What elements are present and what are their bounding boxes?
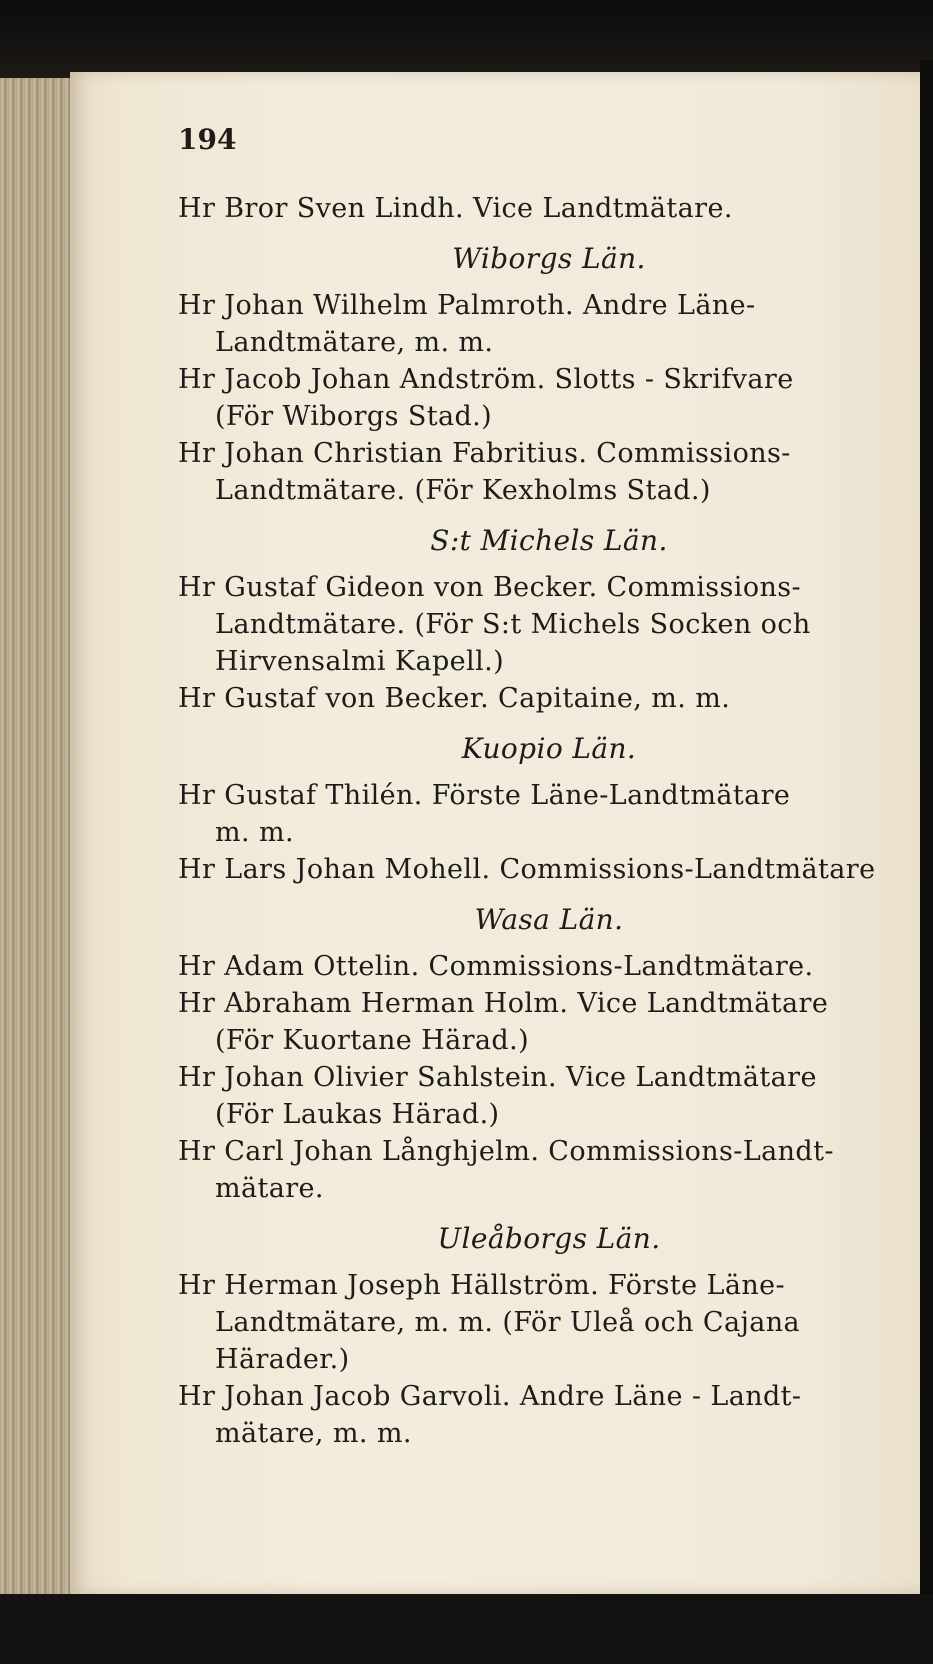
entry-line: Hr Bror Sven Lindh. Vice Landtmätare. — [178, 193, 733, 224]
entry-continuation-line: Hirvensalmi Kapell.) — [215, 646, 505, 677]
entry — [178, 1133, 920, 1207]
entry-line: Hr Johan Wilhelm Palmroth. Andre Läne- — [178, 290, 756, 321]
section — [178, 521, 920, 717]
entry-line: Hr Gustaf von Becker. Capitaine, m. m. — [178, 683, 731, 714]
entry-continuation-line: Landtmätare. (För Kexholms Stad.) — [215, 475, 711, 506]
scan-background-top — [0, 0, 933, 80]
entry-line: Hr Johan Christian Fabritius. Commissions- — [178, 438, 791, 469]
entry-line: Hr Abraham Herman Holm. Vice Landtmätare — [178, 988, 829, 1019]
entry — [178, 1378, 920, 1452]
section — [178, 190, 920, 227]
entry-continuation-line: mätare. — [215, 1173, 324, 1204]
entry — [178, 435, 920, 509]
section-heading: Wasa Län. — [474, 903, 624, 936]
entry — [178, 680, 920, 717]
entry-continuation-line: m. m. — [215, 817, 294, 848]
entry — [178, 948, 920, 985]
entry-continuation-line: Landtmätare. (För S:t Michels Socken och — [215, 609, 811, 640]
page-text — [178, 120, 920, 1452]
entry-line: Hr Johan Olivier Sahlstein. Vice Landtmätare — [178, 1062, 817, 1093]
entry-line: Hr Adam Ottelin. Commissions-Landtmätare. — [178, 951, 814, 982]
entry — [178, 569, 920, 680]
entry-continuation-line: mätare, m. m. — [215, 1418, 412, 1449]
section — [178, 900, 920, 1207]
entry — [178, 985, 920, 1059]
section — [178, 729, 920, 888]
entry — [178, 1267, 920, 1378]
entry — [178, 1059, 920, 1133]
entry-line: Hr Herman Joseph Hällström. Förste Läne- — [178, 1270, 786, 1301]
entry — [178, 777, 920, 851]
entry-line: Hr Carl Johan Långhjelm. Commissions-Landt- — [178, 1136, 834, 1167]
entry — [178, 361, 920, 435]
entry-continuation-line: Härader.) — [215, 1344, 350, 1375]
entry — [178, 287, 920, 361]
entry-continuation-line: Landtmätare, m. m. (För Uleå och Cajana — [215, 1307, 801, 1338]
entry-continuation-line: (För Wiborgs Stad.) — [215, 401, 493, 432]
section — [178, 239, 920, 509]
page-number: 194 — [178, 123, 237, 156]
page-stack-edge — [0, 78, 78, 1598]
section — [178, 1219, 920, 1452]
entry — [178, 851, 920, 888]
scan-background-bottom — [0, 1594, 933, 1664]
entry-line: Hr Jacob Johan Andström. Slotts - Skrifvare — [178, 364, 794, 395]
section-heading: Wiborgs Län. — [452, 242, 646, 275]
scan-background-right — [920, 60, 933, 1600]
entry-line: Hr Gustaf Gideon von Becker. Commissions- — [178, 572, 802, 603]
entry-line: Hr Gustaf Thilén. Förste Läne-Landtmätare — [178, 780, 791, 811]
entry-line: Hr Johan Jacob Garvoli. Andre Läne - Landt- — [178, 1381, 802, 1412]
entry-continuation-line: (För Kuortane Härad.) — [215, 1025, 530, 1056]
entry — [178, 190, 920, 227]
entry-continuation-line: Landtmätare, m. m. — [215, 327, 494, 358]
section-heading: Uleåborgs Län. — [437, 1222, 661, 1255]
section-heading: S:t Michels Län. — [430, 524, 668, 557]
section-heading: Kuopio Län. — [461, 732, 637, 765]
entry-continuation-line: (För Laukas Härad.) — [215, 1099, 500, 1130]
entry-line: Hr Lars Johan Mohell. Commissions-Landtmätare — [178, 854, 876, 885]
